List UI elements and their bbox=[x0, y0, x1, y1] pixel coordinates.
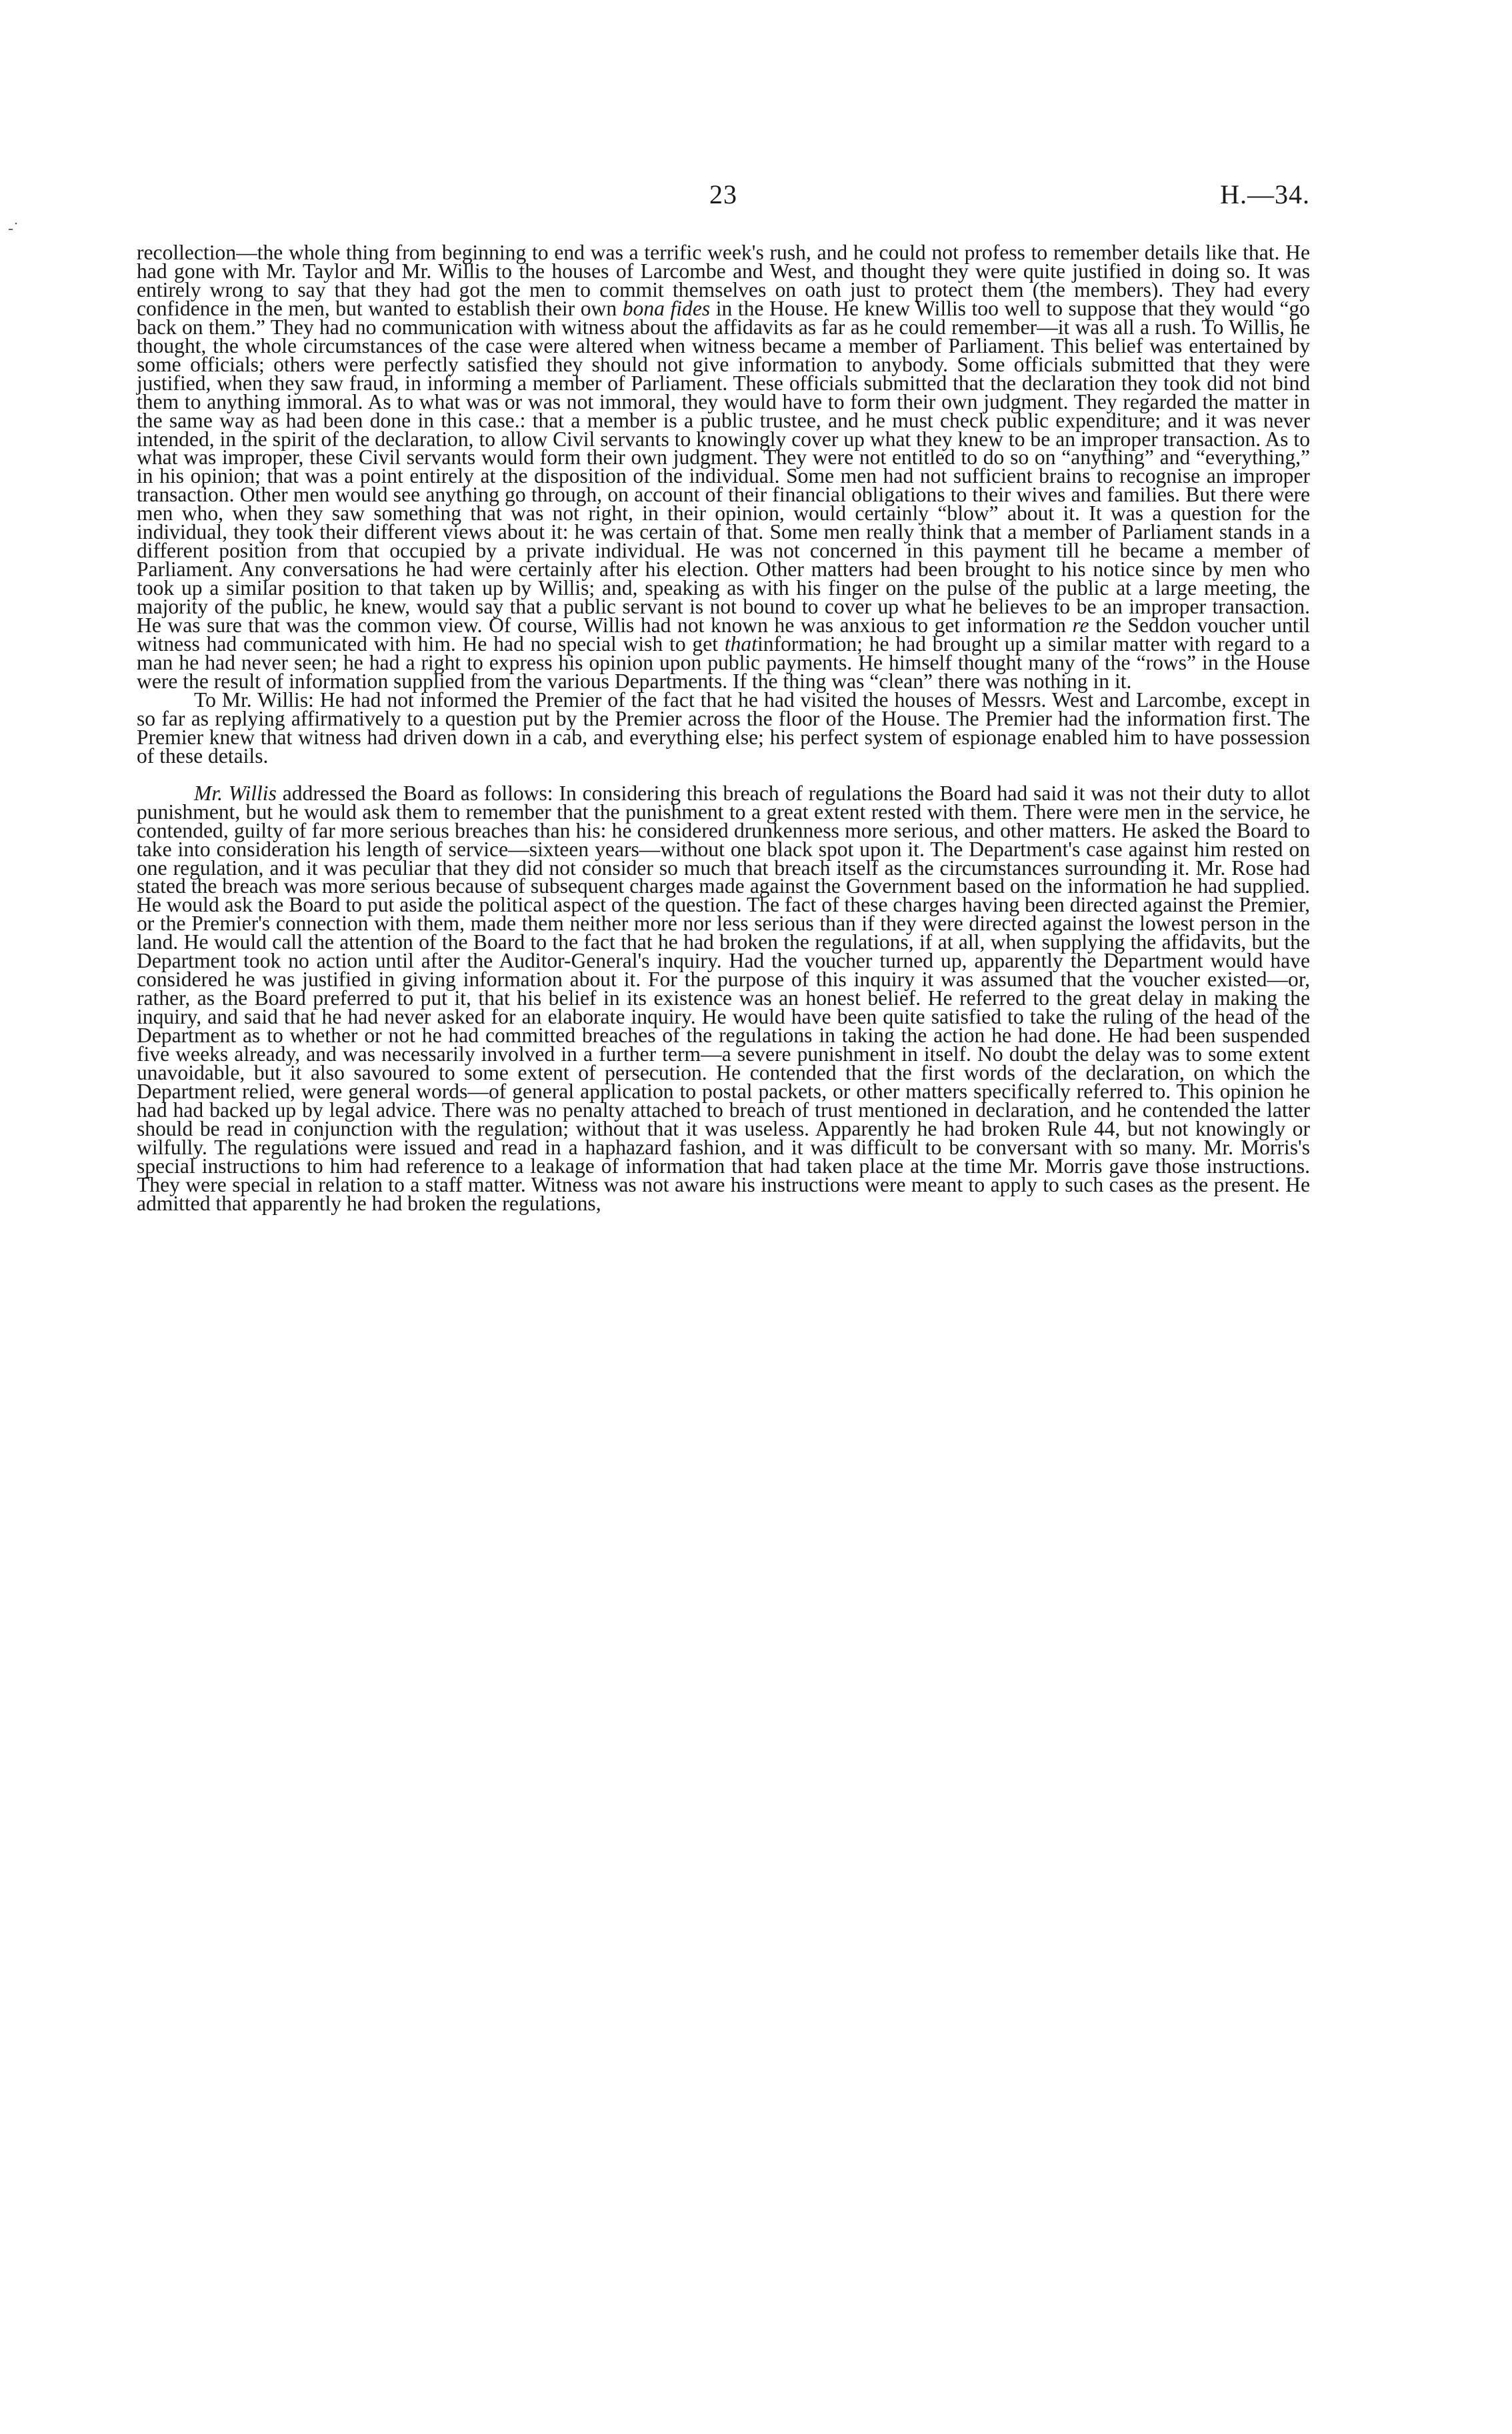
paragraph-text: the Seddon voucher until witness had communicated with him. He had no special wish to get bbox=[137, 614, 1311, 656]
paragraph-text: in the House. He knew Willis too well to suppose that they would “go back on them.” They had no communication with witness about the affidavits as far as he could remember—it was all a rush. To Willis, he thought, the whole circumstances of the case were altered when witness became a member of Parliament. This belief was entertained by some officials; others were perfectly satisfied they should not give information to anybody. Some officials submitted that they were justified, when they saw fraud, in informing a member of Parliament. These officials submitted that the declaration they took did not bind them to anything immoral. As to what was or was not immoral, they would have to form their own judgment. They regarded the matter in the same way as had been done in this case.: that a member is a public trustee, and he must check public expenditure; and it was never intended, in the spirit of the declaration, to allow Civil servants to knowingly cover up what they knew to be an improper transaction. As to what was improper, these Civil servants would form their own judgment. They were not entitled to do so on “anything” and “everything,” in his opinion; that was a point entirely at the disposition of the individual. Some men had not sufficient brains to recognise an improper transaction. Other men would see anything go through, on account of their financial obligations to their wives and families. But there were men who, when they saw something that was not right, in their opinion, would certainly “blow” about it. It was a question for the individual, they took their different views about it: he was certain of that. Some men really think that a member of Parliament stands in a different position from that occupied by a private individual. He was not concerned in this payment till he became a member of Parliament. Any conversations he had were certainly after his election. Other matters had been brought to his notice since by men who took up a similar position to that taken up by Willis; and, speaking as with his finger on the pulse of the public at a large meeting, the majority of the public, he knew, would say that a public servant is not bound to cover up what he believes to be an improper transaction. He was sure that was the common view. Of course, Willis had not known he was anxious to get information bbox=[137, 296, 1310, 638]
paragraph-to-mr-willis: To Mr. Willis: He had not informed the Premier of the fact that he had visited the houses of Messrs. West and Larcombe, except in so far as replying affirmatively to a question put by the Premier across the floor of the House. The Premier had the information first. The Premier knew that witness had driven down in a cab, and everything else; his perfect system of espionage enabled him to have possession of these details. bbox=[137, 688, 1310, 768]
paragraph-willis-address bbox=[137, 781, 1310, 1215]
italic-term: re bbox=[1072, 614, 1089, 638]
italic-term: bona fides bbox=[622, 296, 711, 320]
margin-mark: ‐˙ bbox=[8, 220, 19, 237]
paragraph-text: information; he had brought up a similar matter with regard to a man he had never seen; he had a right to express his opinion upon public payments. He himself thought many of the “rows” in the House were the result of information supplied from the various Departments. If the thing was “clean” there was nothing in it. bbox=[137, 632, 1310, 693]
document-reference: H.—34. bbox=[1220, 179, 1310, 209]
page-header bbox=[137, 179, 1310, 219]
page-number: 23 bbox=[709, 179, 737, 209]
paragraph-text: addressed the Board as follows: In considering this breach of regulations the Board had said it was not their duty to allot punishment, but he would ask them to remember that the punishment to a great extent rested with them. There were men in the service, he contended, guilty of far more serious breaches than his: he considered drunkenness more serious, and other matters. He asked the Board to take into consideration his length of service—sixteen years—without one black spot upon it. The Department's case against him rested on one regulation, and it was peculiar that they did not consider so much that breach itself as the circumstances surrounding it. Mr. Rose had stated the breach was more serious because of subsequent charges made against the Government based on the information he had supplied. He would ask the Board to put aside the political aspect of the question. The fact of these charges having been directed against the Premier, or the Premier's connection with them, made them neither more nor less serious than if they were directed against the lowest person in the land. He would call the attention of the Board to the fact that he had broken the regulations, if at all, when supplying the affidavits, but the Department took no action until after the Auditor-General's inquiry. Had the voucher turned up, apparently the Department would have considered he was justified in giving information about it. For the purpose of this inquiry it was assumed that the voucher existed—or, rather, as the Board preferred to put it, that his belief in its existence was an honest belief. He referred to the great delay in making the inquiry, and said that he had never asked for an elaborate inquiry. He would have been quite satisfied to take the ruling of the head of the Department as to whether or not he had committed breaches of the regulations in taking the action he had done. He had been suspended five weeks already, and was necessarily involved in a further term—a severe punishment in itself. No doubt the delay was to some extent unavoidable, but it also savoured to some extent of persecution. He contended that the first words of the declaration, on which the Department relied, were general words—of general application to postal packets, or other matters specifically referred to. This opinion he had had backed up by legal advice. There was no penalty attached to breach of trust mentioned in declaration, and he contended the latter should be read in conjunction with the regulation; without that it was useless. Apparently he had broken Rule 44, but not knowingly or wilfully. The regulations were issued and read in a haphazard fashion, and it was difficult to be conversant with so many. Mr. Morris's special instructions to him had reference to a leakage of information that had taken place at the time Mr. Morris gave those instructions. They were special in relation to a staff matter. Witness was not aware his instructions were meant to apply to such cases as the present. He admitted that apparently he had broken the regulations, bbox=[137, 781, 1310, 1215]
paragraph-testimony bbox=[137, 243, 1310, 691]
document-body bbox=[137, 243, 1310, 1213]
paragraph-text: recollection—the whole thing from beginning to end was a terrific week's rush, and he could not profess to remember details like that. He had gone with Mr. Taylor and Mr. Willis to the houses of Larcombe and West, and thought they were quite justified in doing so. It was entirely wrong to say that they had got the men to commit themselves on oath just to protect them (the members). They had every confidence in the men, but wanted to establish their own bbox=[137, 241, 1310, 320]
italic-term: that bbox=[724, 632, 758, 656]
speaker-name: Mr. Willis bbox=[194, 781, 277, 805]
